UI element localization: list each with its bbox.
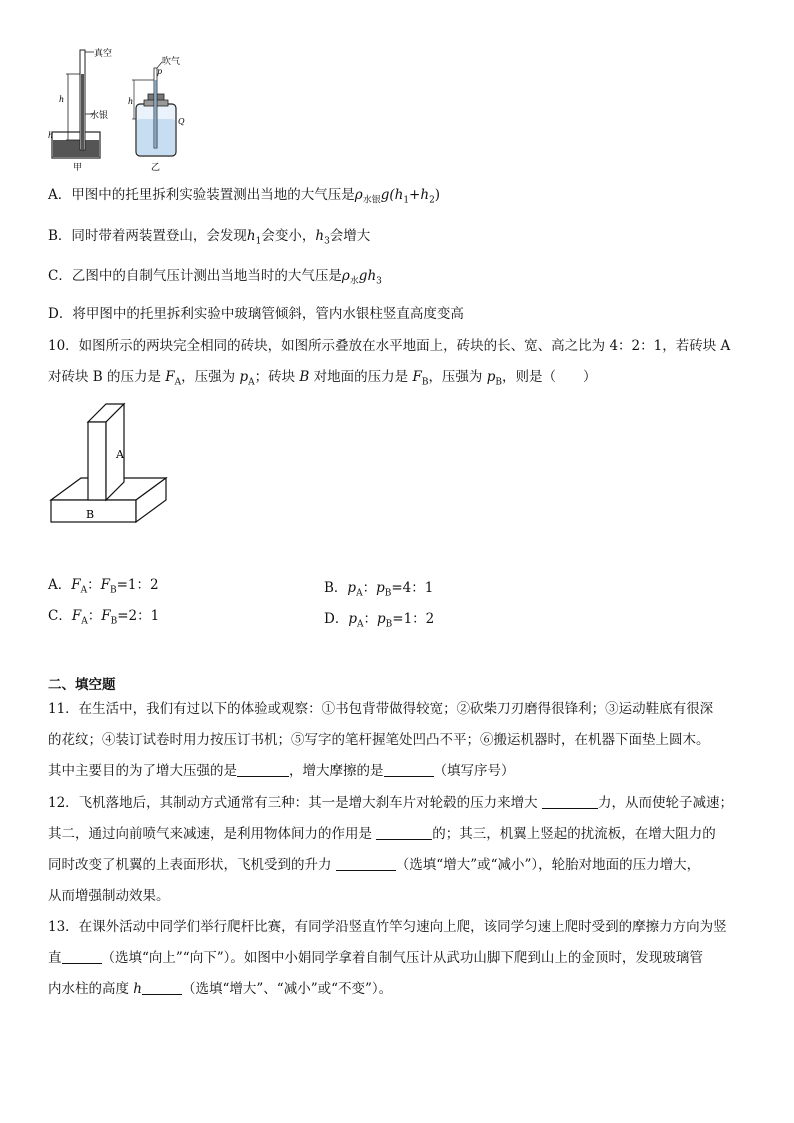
- q10-a-prefix: A．: [48, 577, 72, 593]
- q12-blank-2[interactable]: [376, 825, 432, 840]
- label-h1: h: [59, 95, 65, 104]
- q10-option-c: [48, 607, 159, 631]
- q10-text-c: ；砖块: [254, 369, 300, 385]
- label-q: Q: [178, 117, 185, 126]
- q12-blank-3[interactable]: [336, 856, 396, 871]
- q10-b-p2: p: [376, 580, 385, 596]
- label-yi: 乙: [151, 163, 161, 173]
- q10-option-b: [324, 576, 433, 599]
- q11-text-c: （填写序号）: [433, 763, 515, 779]
- q10-d-p2: p: [376, 611, 386, 627]
- q9-a-sub2: 2: [429, 195, 435, 206]
- q10-fb-sub: B: [421, 377, 429, 388]
- q10-text-f: ，则是（ ）: [502, 369, 597, 385]
- q10-b-s1: A: [356, 588, 363, 599]
- barometer-figure: [44, 44, 194, 174]
- q9-b-h1: h: [246, 228, 256, 244]
- q10-c-f1: F: [71, 608, 82, 624]
- q10-d-s1: A: [356, 619, 364, 630]
- q9-option-c: [48, 267, 382, 291]
- q10-a-s2: B: [110, 585, 117, 596]
- q10-b-val: =4：1: [391, 580, 434, 596]
- q9-c-rho-sub: 水: [349, 276, 359, 287]
- q9-a-plus: +h: [409, 187, 430, 203]
- q13-line3: [48, 980, 392, 998]
- q10-fa: F: [165, 369, 175, 385]
- q10-option-a: [48, 576, 159, 600]
- q10-d-s2: B: [385, 619, 393, 630]
- q13-text-2a: 直: [48, 950, 62, 966]
- q10-b-prefix: B．: [324, 580, 348, 596]
- q9-a-rho-sub: 水银: [362, 195, 381, 206]
- q9-a-rho: ρ: [354, 187, 363, 203]
- q12-line1: [48, 794, 733, 812]
- q10-option-d: [324, 607, 434, 630]
- q10-b-mid: ：: [362, 580, 377, 596]
- q11-blank-1[interactable]: [237, 762, 289, 777]
- q10-d-prefix: D．: [324, 611, 349, 627]
- q11-text-a: 其中主要目的为了增大压强的是: [48, 763, 237, 779]
- q9-b-h1-sub: 1: [255, 236, 262, 247]
- q10-d-val: =1：2: [392, 611, 435, 627]
- homemade-barometer: [132, 62, 176, 156]
- label-mercury: 水银: [90, 111, 109, 121]
- q11-blank-2[interactable]: [384, 762, 434, 777]
- q13-line1: 13．在课外活动中同学们举行爬杆比赛，有同学沿竖直竹竿匀速向上爬，该同学匀速上爬时受到的摩擦力方向为竖: [48, 919, 727, 935]
- q9-option-a: [48, 186, 440, 210]
- label-h2: h: [48, 131, 54, 140]
- q10-text-e: ，压强为: [428, 369, 487, 385]
- q13-line2: [48, 949, 703, 967]
- q10-a-mid: ：: [87, 577, 101, 593]
- brick-a-front: [88, 422, 106, 500]
- q10-c-prefix: C．: [48, 608, 72, 624]
- q12-line2: [48, 825, 716, 843]
- q10-fa-sub: A: [174, 377, 182, 388]
- q10-fb: F: [412, 369, 422, 385]
- q12-text-2b: 的；其三，机翼上竖起的扰流板，在增大阻力的: [432, 826, 716, 842]
- q12-blank-1[interactable]: [542, 794, 598, 809]
- q11-line1: 11．在生活中，我们有过以下的体验或观察：①书包背带做得较宽；②砍柴刀刃磨得很锋利；③运动鞋底有很深: [48, 701, 714, 717]
- q13-blank-2[interactable]: [142, 980, 182, 995]
- q9-c-formula: gh: [358, 268, 377, 284]
- q12-text-1b: 力，从而使轮子减速；: [597, 795, 733, 811]
- q11-line2: 的花纹；④装订试卷时用力按压订书机；⑤写字的笔杆握笔处凹凸不平；⑥搬运机器时，在机器下面垫上圆木。: [48, 732, 710, 748]
- section-heading: 二、填空题: [48, 677, 116, 693]
- q13-blank-1[interactable]: [62, 949, 102, 964]
- q9-b-h3-sub: 3: [324, 236, 330, 247]
- label-p: p: [157, 67, 163, 76]
- torricelli-apparatus: [52, 50, 100, 158]
- q13-text-2b: （选填“向上”“向下”）。如图中小娟同学拿着自制气压计从武功山脚下爬到山上的金顶时，发现玻璃管: [101, 950, 703, 966]
- q10-a-s1: A: [80, 585, 88, 596]
- q10-text-a: 对砖块 B 的压力是: [48, 369, 166, 385]
- q9-option-d: D．将甲图中的托里拆利实验中玻璃管倾斜，管内水银柱竖直高度变高: [48, 306, 464, 322]
- q10-text-b: ，压强为: [181, 369, 240, 385]
- q9-b-text3: 会增大: [329, 228, 371, 244]
- q9-a-text: A．甲图中的托里拆利实验装置测出当地的大气压是: [48, 187, 355, 203]
- brick-b-label: B: [86, 508, 95, 521]
- label-blow: 吹气: [162, 57, 181, 67]
- q10-b-italic: B: [299, 369, 310, 385]
- q9-a-close: ): [434, 187, 441, 203]
- q10-c-val: =2：1: [117, 608, 160, 624]
- q10-c-mid: ：: [87, 608, 102, 624]
- q10-b-p1: p: [347, 580, 357, 596]
- q11-line3: [48, 762, 515, 780]
- q10-c-f2: F: [101, 608, 111, 624]
- q9-b-h3: h: [315, 228, 325, 244]
- q12-line4: 从而增强制动效果。: [48, 888, 170, 904]
- q10-d-mid: ：: [363, 611, 377, 627]
- q13-text-3a: 内水柱的高度: [48, 981, 134, 997]
- q10-d-p1: p: [348, 611, 357, 627]
- q10-line1: 10．如图所示的两块完全相同的砖块，如图所示叠放在水平地面上，砖块的长、宽、高之比为 4：2：1，若砖块 A: [48, 338, 731, 354]
- label-vacuum: 真空: [94, 49, 113, 59]
- q12-text-2a: 其二，通过向前喷气来减速，是利用物体间力的作用是: [48, 826, 377, 842]
- brick-a-label: A: [116, 448, 124, 461]
- q9-b-text1: B．同时带着两装置登山，会发现: [48, 228, 247, 244]
- q10-a-f2: F: [100, 577, 110, 593]
- q9-c-rho: ρ: [341, 268, 350, 284]
- q10-pb: p: [486, 369, 496, 385]
- q10-pa: p: [239, 369, 249, 385]
- q10-pa-sub: A: [248, 377, 255, 388]
- brick-figure: [48, 400, 178, 528]
- q10-text-d: 对地面的压力是: [309, 369, 413, 385]
- q9-option-b: [48, 227, 370, 251]
- q12-line3: [48, 856, 700, 874]
- q9-a-formula: g(h: [380, 187, 404, 203]
- q13-h: h: [133, 981, 142, 997]
- q13-text-3b: （选填“增大”、“减小”或“不变”）。: [182, 981, 393, 997]
- q9-a-sub1: 1: [403, 195, 410, 206]
- q9-b-text2: 会变小，: [261, 228, 316, 244]
- q10-a-val: =1：2: [116, 577, 159, 593]
- q9-c-text: C．乙图中的自制气压计测出当地当时的大气压是: [48, 268, 342, 284]
- q10-line2: [48, 368, 597, 392]
- q12-text-1a: 12．飞机落地后，其制动方式通常有三种：其一是增大刹车片对轮毂的压力来增大: [48, 795, 542, 811]
- q11-text-b: ，增大摩擦的是: [289, 763, 384, 779]
- q10-b-s2: B: [384, 588, 392, 599]
- q12-text-3a: 同时改变了机翼的上表面形状，飞机受到的升力: [48, 857, 336, 873]
- label-h3: h: [128, 97, 134, 106]
- q9-c-sub3: 3: [376, 276, 382, 287]
- label-jia: 甲: [73, 163, 83, 173]
- q10-c-s2: B: [110, 616, 118, 627]
- q10-a-f1: F: [71, 577, 81, 593]
- q12-text-3b: （选填“增大”或“减小”），轮胎对地面的压力增大，: [395, 857, 701, 873]
- q10-pb-sub: B: [495, 377, 503, 388]
- q10-c-s1: A: [81, 616, 88, 627]
